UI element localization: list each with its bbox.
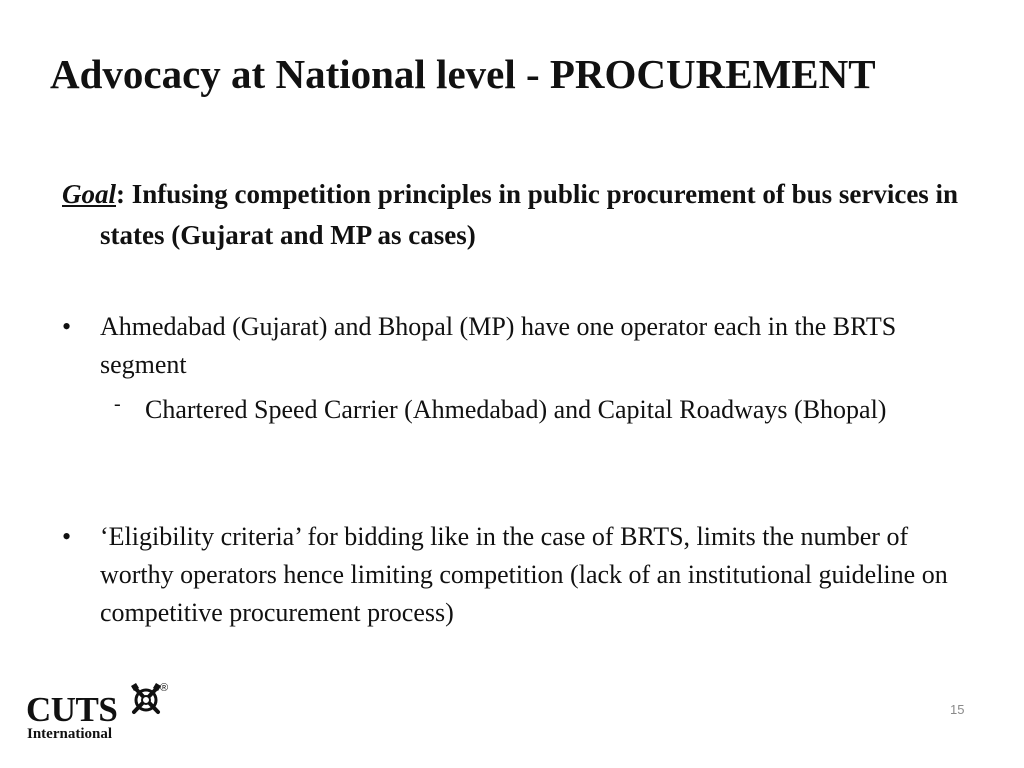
bullet-marker: • (62, 312, 72, 341)
sub-bullet-marker: - (114, 393, 121, 415)
goal-separator: : (116, 179, 125, 209)
crossed-tools-logo-icon (129, 682, 163, 716)
logo-wordmark: CUTS (26, 690, 118, 729)
bullet-text: Ahmedabad (Gujarat) and Bhopal (MP) have one operator each in the BRTS segment (100, 312, 897, 379)
goal-statement (62, 174, 1000, 256)
bullet-text: ‘Eligibility criteria’ for bidding like in the case of BRTS, limits the number of worthy operators hence limiting competition (lack of an institutional guideline on competitive procurement process) (100, 522, 948, 627)
goal-text: Infusing competition principles in public procurement of bus services in states (Gujarat and MP as cases) (100, 179, 959, 250)
sub-bullet-item-carriers (114, 391, 934, 429)
cuts-logo (26, 682, 176, 744)
logo-subtitle: International (27, 726, 113, 742)
page-number: 15 (950, 702, 965, 717)
slide-title: Advocacy at National level - PROCUREMENT (50, 51, 876, 97)
bullet-marker: • (62, 522, 72, 551)
bullet-item-operators (62, 308, 952, 384)
registered-mark: ® (160, 682, 169, 694)
bullet-item-eligibility (62, 518, 952, 632)
goal-label: Goal (62, 179, 116, 209)
sub-bullet-text: Chartered Speed Carrier (Ahmedabad) and Capital Roadways (Bhopal) (145, 395, 887, 424)
